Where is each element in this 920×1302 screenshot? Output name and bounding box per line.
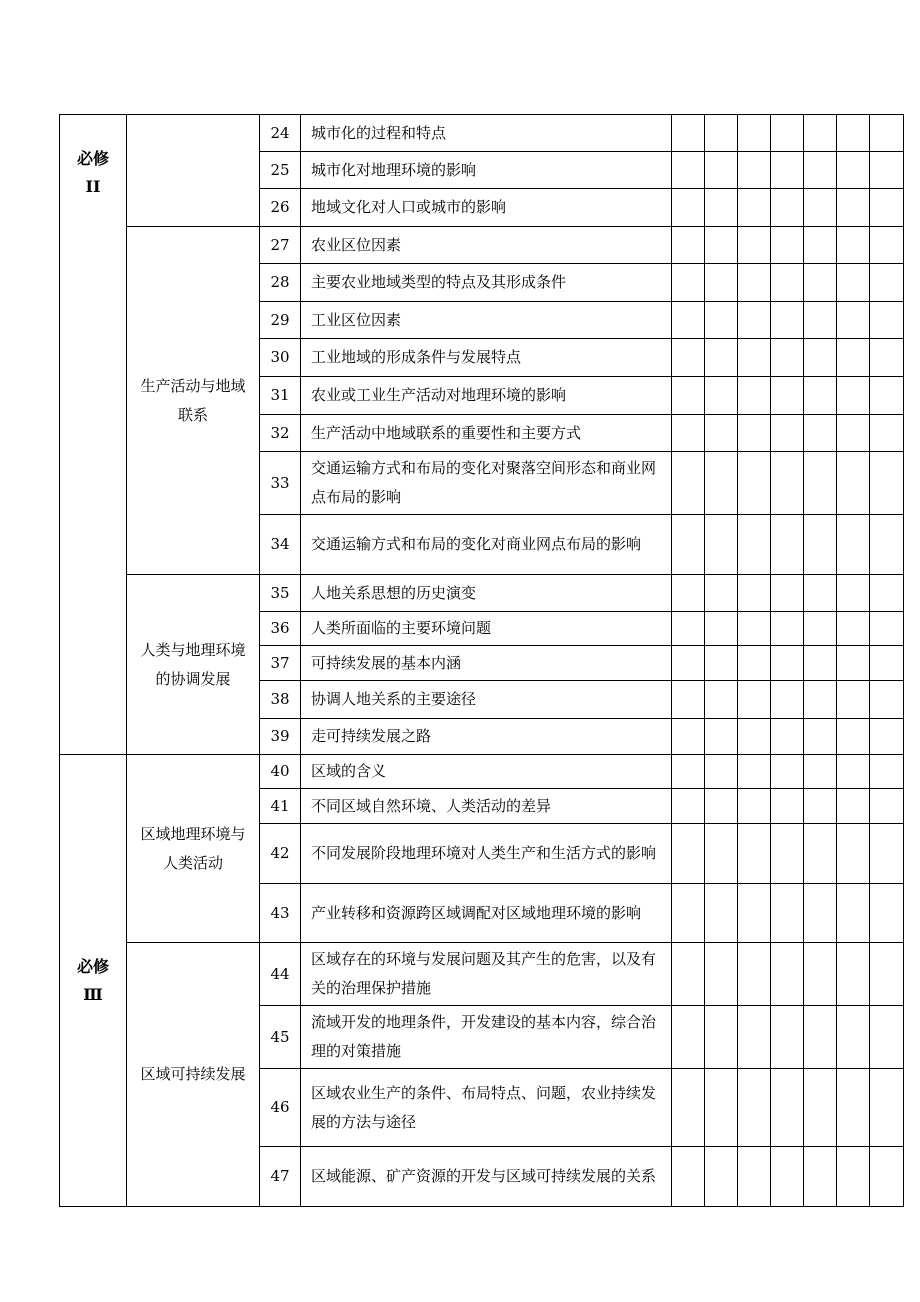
check-cell[interactable] (672, 789, 705, 824)
check-cell[interactable] (738, 719, 771, 755)
check-cell[interactable] (771, 575, 804, 612)
check-cell[interactable] (738, 943, 771, 1006)
check-cell[interactable] (738, 1069, 771, 1147)
theme-label-line2: 人类活动 (162, 853, 223, 872)
check-cell[interactable] (837, 377, 870, 415)
check-cell[interactable] (804, 227, 837, 264)
check-cell[interactable] (738, 339, 771, 377)
check-cell[interactable] (837, 646, 870, 681)
check-cell[interactable] (771, 884, 804, 943)
check-cell[interactable] (837, 152, 870, 189)
check-cell[interactable] (672, 575, 705, 612)
check-cell[interactable] (738, 789, 771, 824)
check-cell[interactable] (738, 227, 771, 264)
check-cell[interactable] (705, 884, 738, 943)
item-number: 40 (260, 755, 301, 789)
check-cell[interactable] (837, 719, 870, 755)
check-cell[interactable] (771, 415, 804, 452)
check-cell[interactable] (870, 646, 904, 681)
check-cell[interactable] (672, 515, 705, 575)
item-description: 人地关系思想的历史演变 (301, 575, 672, 612)
check-cell[interactable] (705, 575, 738, 612)
curriculum-table (59, 114, 904, 1207)
check-cell[interactable] (870, 152, 904, 189)
check-cell[interactable] (870, 227, 904, 264)
item-number: 46 (260, 1069, 301, 1147)
check-cell[interactable] (837, 515, 870, 575)
check-cell[interactable] (771, 189, 804, 227)
module-cell (60, 115, 127, 755)
check-cell[interactable] (804, 824, 837, 884)
check-cell[interactable] (705, 1006, 738, 1069)
check-cell[interactable] (738, 681, 771, 719)
check-cell[interactable] (804, 1069, 837, 1147)
check-cell[interactable] (672, 377, 705, 415)
item-description: 走可持续发展之路 (301, 719, 672, 755)
check-cell[interactable] (771, 1006, 804, 1069)
check-cell[interactable] (771, 227, 804, 264)
check-cell[interactable] (804, 789, 837, 824)
check-cell[interactable] (837, 681, 870, 719)
check-cell[interactable] (672, 1006, 705, 1069)
check-cell[interactable] (837, 415, 870, 452)
check-cell[interactable] (705, 415, 738, 452)
check-cell[interactable] (771, 824, 804, 884)
item-number: 29 (260, 302, 301, 339)
check-cell[interactable] (771, 339, 804, 377)
check-cell[interactable] (705, 115, 738, 152)
check-cell[interactable] (705, 152, 738, 189)
check-cell[interactable] (870, 415, 904, 452)
check-cell[interactable] (837, 824, 870, 884)
check-cell[interactable] (837, 1069, 870, 1147)
check-cell[interactable] (672, 227, 705, 264)
item-description: 交通运输方式和布局的变化对聚落空间形态和商业网点布局的影响 (301, 452, 672, 515)
item-number: 27 (260, 227, 301, 264)
check-cell[interactable] (705, 824, 738, 884)
item-description: 城市化的过程和特点 (301, 115, 672, 152)
item-number: 31 (260, 377, 301, 415)
check-cell[interactable] (870, 719, 904, 755)
item-description: 工业地域的形成条件与发展特点 (301, 339, 672, 377)
check-cell[interactable] (705, 646, 738, 681)
check-cell[interactable] (870, 789, 904, 824)
item-description: 工业区位因素 (301, 302, 672, 339)
check-cell[interactable] (837, 452, 870, 515)
item-number: 38 (260, 681, 301, 719)
check-cell[interactable] (771, 515, 804, 575)
check-cell[interactable] (870, 884, 904, 943)
check-cell[interactable] (738, 189, 771, 227)
item-number: 39 (260, 719, 301, 755)
check-cell[interactable] (738, 575, 771, 612)
item-number: 47 (260, 1147, 301, 1207)
check-cell[interactable] (804, 115, 837, 152)
check-cell[interactable] (804, 681, 837, 719)
theme-label-line1: 区域地理环境与 (140, 824, 246, 843)
check-cell[interactable] (771, 1147, 804, 1207)
check-cell[interactable] (837, 339, 870, 377)
check-cell[interactable] (705, 1069, 738, 1147)
check-cell[interactable] (738, 1147, 771, 1207)
item-description: 流域开发的地理条件，开发建设的基本内容，综合治理的对策措施 (301, 1006, 672, 1069)
check-cell[interactable] (804, 612, 837, 646)
item-number: 45 (260, 1006, 301, 1069)
theme-label-line1: 区域可持续发展 (140, 1065, 246, 1083)
check-cell[interactable] (837, 943, 870, 1006)
item-number: 41 (260, 789, 301, 824)
check-cell[interactable] (738, 152, 771, 189)
item-description: 生产活动中地域联系的重要性和主要方式 (301, 415, 672, 452)
check-cell[interactable] (804, 377, 837, 415)
check-cell[interactable] (804, 415, 837, 452)
theme-cell (127, 755, 260, 943)
check-cell[interactable] (804, 152, 837, 189)
check-cell[interactable] (771, 377, 804, 415)
item-description: 不同发展阶段地理环境对人类生产和生活方式的影响 (301, 824, 672, 884)
check-cell[interactable] (870, 452, 904, 515)
item-description: 协调人地关系的主要途径 (301, 681, 672, 719)
check-cell[interactable] (870, 264, 904, 302)
check-cell[interactable] (804, 1147, 837, 1207)
check-cell[interactable] (738, 884, 771, 943)
check-cell[interactable] (672, 189, 705, 227)
check-cell[interactable] (672, 152, 705, 189)
item-number: 43 (260, 884, 301, 943)
theme-label-line1: 人类与地理环境 (140, 640, 246, 659)
table-row (60, 575, 904, 612)
check-cell[interactable] (870, 115, 904, 152)
item-description: 区域的含义 (301, 755, 672, 789)
check-cell[interactable] (870, 755, 904, 789)
item-description: 农业或工业生产活动对地理环境的影响 (301, 377, 672, 415)
table-row (60, 943, 904, 1006)
item-description: 产业转移和资源跨区域调配对区域地理环境的影响 (301, 884, 672, 943)
check-cell[interactable] (672, 452, 705, 515)
theme-cell (127, 575, 260, 755)
module-label-line1: 必修 (76, 956, 109, 976)
check-cell[interactable] (705, 377, 738, 415)
check-cell[interactable] (705, 943, 738, 1006)
theme-label-line2: 的协调发展 (155, 669, 231, 688)
check-cell[interactable] (804, 302, 837, 339)
check-cell[interactable] (870, 1006, 904, 1069)
check-cell[interactable] (738, 1006, 771, 1069)
check-cell[interactable] (705, 789, 738, 824)
check-cell[interactable] (738, 115, 771, 152)
table-row (60, 115, 904, 152)
check-cell[interactable] (672, 302, 705, 339)
check-cell[interactable] (804, 452, 837, 515)
item-number: 42 (260, 824, 301, 884)
check-cell[interactable] (837, 1147, 870, 1207)
check-cell[interactable] (672, 264, 705, 302)
check-cell[interactable] (870, 943, 904, 1006)
check-cell[interactable] (870, 302, 904, 339)
check-cell[interactable] (837, 612, 870, 646)
check-cell[interactable] (837, 115, 870, 152)
check-cell[interactable] (771, 789, 804, 824)
item-number: 44 (260, 943, 301, 1006)
item-number: 30 (260, 339, 301, 377)
check-cell[interactable] (837, 189, 870, 227)
check-cell[interactable] (837, 227, 870, 264)
check-cell[interactable] (738, 452, 771, 515)
item-description: 区域存在的环境与发展问题及其产生的危害，以及有关的治理保护措施 (301, 943, 672, 1006)
check-cell[interactable] (705, 264, 738, 302)
check-cell[interactable] (804, 339, 837, 377)
theme-cell (127, 227, 260, 575)
item-description: 人类所面临的主要环境问题 (301, 612, 672, 646)
check-cell[interactable] (738, 646, 771, 681)
check-cell[interactable] (771, 719, 804, 755)
check-cell[interactable] (672, 339, 705, 377)
item-description: 区域能源、矿产资源的开发与区域可持续发展的关系 (301, 1147, 672, 1207)
check-cell[interactable] (804, 755, 837, 789)
check-cell[interactable] (804, 646, 837, 681)
check-cell[interactable] (771, 302, 804, 339)
check-cell[interactable] (705, 227, 738, 264)
check-cell[interactable] (837, 884, 870, 943)
check-cell[interactable] (771, 755, 804, 789)
check-cell[interactable] (837, 755, 870, 789)
check-cell[interactable] (672, 884, 705, 943)
check-cell[interactable] (771, 943, 804, 1006)
check-cell[interactable] (771, 1069, 804, 1147)
check-cell[interactable] (771, 612, 804, 646)
check-cell[interactable] (738, 755, 771, 789)
check-cell[interactable] (738, 612, 771, 646)
check-cell[interactable] (804, 575, 837, 612)
theme-cell (127, 115, 260, 227)
check-cell[interactable] (672, 719, 705, 755)
item-number: 33 (260, 452, 301, 515)
check-cell[interactable] (672, 1147, 705, 1207)
item-number: 37 (260, 646, 301, 681)
check-cell[interactable] (870, 681, 904, 719)
module-cell (60, 755, 127, 1207)
check-cell[interactable] (870, 189, 904, 227)
check-cell[interactable] (705, 755, 738, 789)
item-description: 交通运输方式和布局的变化对商业网点布局的影响 (301, 515, 672, 575)
check-cell[interactable] (705, 1147, 738, 1207)
theme-cell (127, 943, 260, 1207)
table-row (60, 227, 904, 264)
item-number: 32 (260, 415, 301, 452)
check-cell[interactable] (771, 646, 804, 681)
module-label-line2: Ⅲ (83, 984, 103, 1004)
check-cell[interactable] (870, 377, 904, 415)
check-cell[interactable] (738, 264, 771, 302)
item-description: 区域农业生产的条件、布局特点、问题，农业持续发展的方法与途径 (301, 1069, 672, 1147)
check-cell[interactable] (771, 681, 804, 719)
check-cell[interactable] (672, 1069, 705, 1147)
check-cell[interactable] (672, 646, 705, 681)
check-cell[interactable] (738, 515, 771, 575)
check-cell[interactable] (837, 575, 870, 612)
item-number: 24 (260, 115, 301, 152)
check-cell[interactable] (705, 719, 738, 755)
check-cell[interactable] (804, 189, 837, 227)
check-cell[interactable] (837, 789, 870, 824)
check-cell[interactable] (870, 575, 904, 612)
check-cell[interactable] (870, 515, 904, 575)
check-cell[interactable] (705, 339, 738, 377)
check-cell[interactable] (672, 415, 705, 452)
check-cell[interactable] (870, 339, 904, 377)
check-cell[interactable] (870, 1069, 904, 1147)
check-cell[interactable] (804, 515, 837, 575)
check-cell[interactable] (870, 1147, 904, 1207)
check-cell[interactable] (705, 189, 738, 227)
item-description: 地域文化对人口或城市的影响 (301, 189, 672, 227)
item-number: 36 (260, 612, 301, 646)
check-cell[interactable] (804, 1006, 837, 1069)
check-cell[interactable] (804, 719, 837, 755)
check-cell[interactable] (705, 515, 738, 575)
check-cell[interactable] (837, 264, 870, 302)
item-description: 可持续发展的基本内涵 (301, 646, 672, 681)
item-number: 34 (260, 515, 301, 575)
check-cell[interactable] (771, 452, 804, 515)
item-number: 25 (260, 152, 301, 189)
check-cell[interactable] (672, 943, 705, 1006)
theme-label-line1: 生产活动与地域 (140, 376, 246, 395)
check-cell[interactable] (672, 755, 705, 789)
item-description: 不同区域自然环境、人类活动的差异 (301, 789, 672, 824)
theme-label-line2: 联系 (177, 405, 208, 424)
check-cell[interactable] (738, 377, 771, 415)
check-cell[interactable] (672, 824, 705, 884)
check-cell[interactable] (870, 824, 904, 884)
item-number: 26 (260, 189, 301, 227)
check-cell[interactable] (672, 612, 705, 646)
check-cell[interactable] (804, 264, 837, 302)
check-cell[interactable] (705, 681, 738, 719)
check-cell[interactable] (837, 302, 870, 339)
check-cell[interactable] (705, 302, 738, 339)
item-number: 35 (260, 575, 301, 612)
check-cell[interactable] (804, 943, 837, 1006)
check-cell[interactable] (705, 612, 738, 646)
module-label-line1: 必修 (76, 149, 109, 168)
item-number: 28 (260, 264, 301, 302)
check-cell[interactable] (738, 302, 771, 339)
check-cell[interactable] (870, 612, 904, 646)
item-description: 农业区位因素 (301, 227, 672, 264)
item-description: 城市化对地理环境的影响 (301, 152, 672, 189)
check-cell[interactable] (771, 264, 804, 302)
check-cell[interactable] (738, 824, 771, 884)
module-label-line2: II (85, 177, 101, 196)
check-cell[interactable] (672, 681, 705, 719)
check-cell[interactable] (837, 1006, 870, 1069)
check-cell[interactable] (705, 452, 738, 515)
check-cell[interactable] (804, 884, 837, 943)
item-description: 主要农业地域类型的特点及其形成条件 (301, 264, 672, 302)
check-cell[interactable] (771, 152, 804, 189)
check-cell[interactable] (672, 115, 705, 152)
check-cell[interactable] (771, 115, 804, 152)
table-row (60, 755, 904, 789)
check-cell[interactable] (738, 415, 771, 452)
